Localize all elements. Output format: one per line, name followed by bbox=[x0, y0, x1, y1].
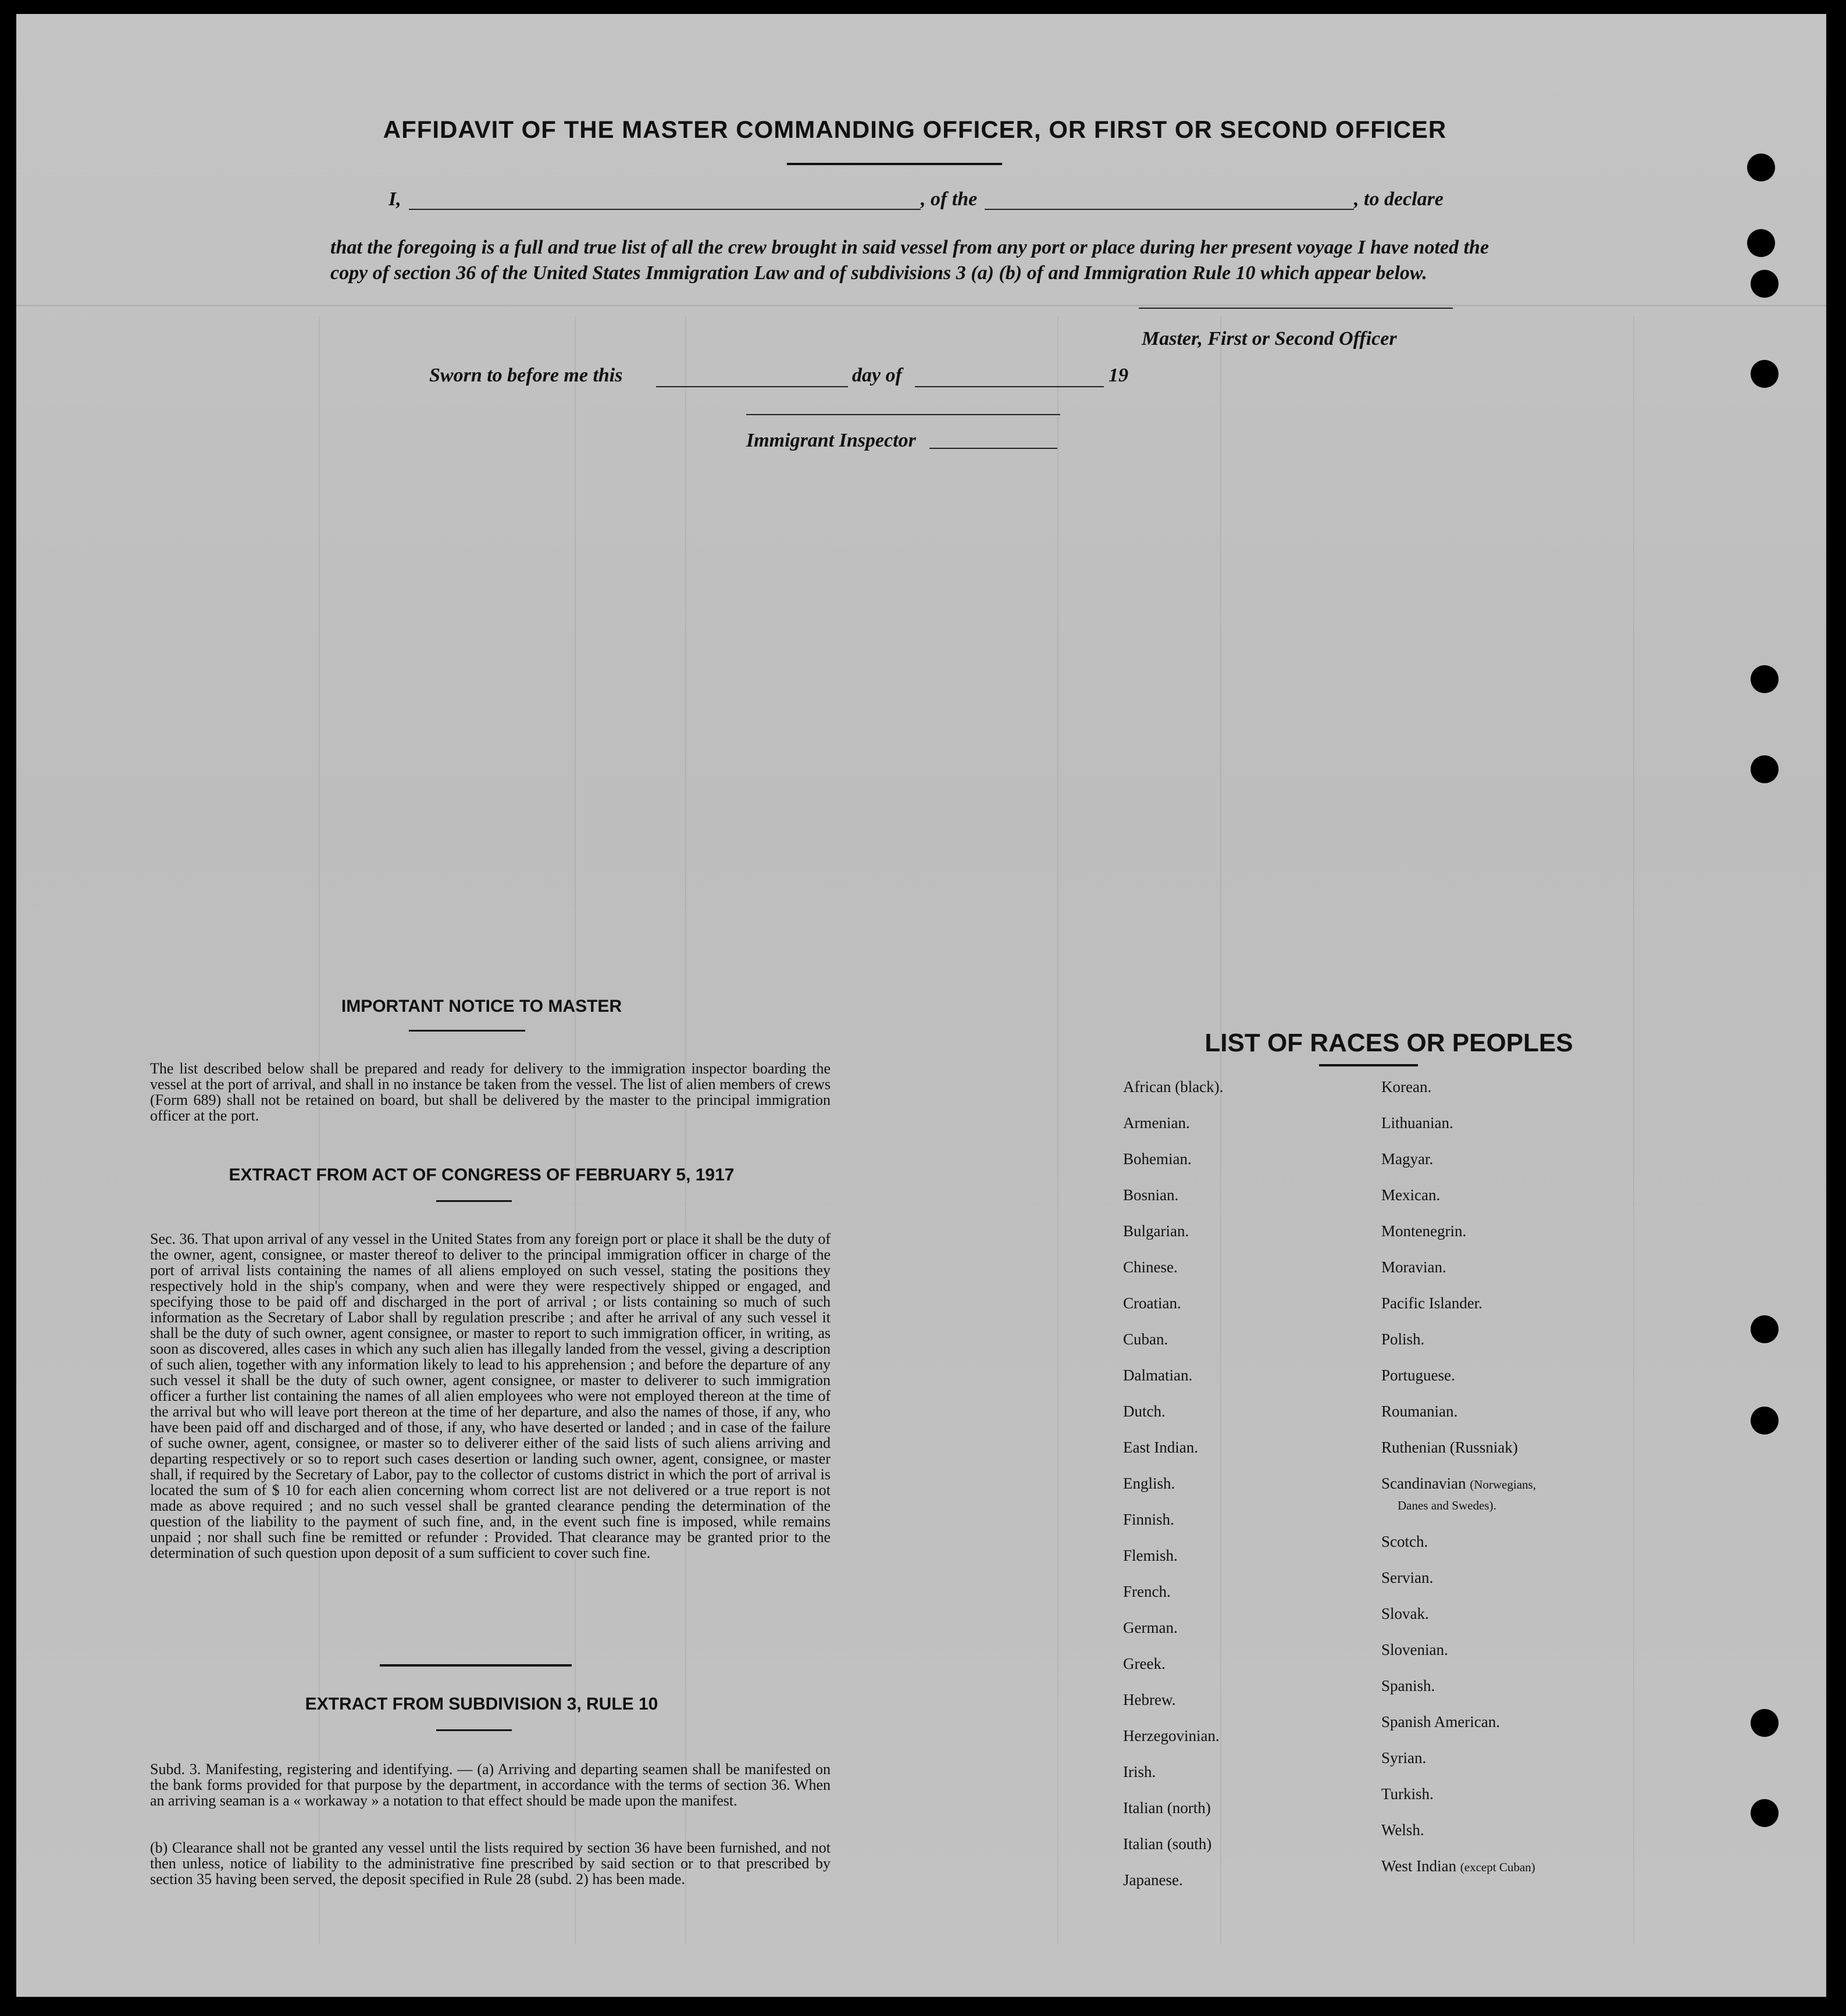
notice-text: The list described below shall be prepared and ready for delivery to the immigration inspector boarding the vessel at the port of arrival, and shall in no instance be taken from the vessel. The list of alien members of crews (Form 689) shall not be retained on board, but shall be delivered by the master to the principal immigration officer at the port. bbox=[150, 1060, 831, 1124]
binder-hole bbox=[1751, 360, 1779, 388]
race-item: Spanish American. bbox=[1381, 1713, 1500, 1730]
rule-underline bbox=[436, 1729, 512, 1731]
bleed-through-rule bbox=[16, 305, 1826, 306]
binder-hole bbox=[1751, 1315, 1779, 1343]
year-label: 19 bbox=[1109, 365, 1128, 386]
rule-text-a: Subd. 3. Manifesting, registering and identifying. — (a) Arriving and departing seamen shall be manifested on the bank forms provided for that purpose by the department, in accordance with the terms of section 36. When an arriving seaman is a « workaway » a notation to that effect should be made upon the manifest. bbox=[150, 1761, 831, 1809]
affidavit-i-label: I, bbox=[389, 188, 401, 210]
affidavit-body: that the foregoing is a full and true list of all the crew brought in said vessel from any port or place during her present voyage I have noted the copy of section 36 of the United States Immigration Law and of subdivisions 3 (a) (b) of and Immigration Rule 10 which appear below. bbox=[330, 237, 1489, 284]
affidavit-title: AFFIDAVIT OF THE MASTER COMMANDING OFFICER, OR FIRST OR SECOND OFFICER bbox=[383, 116, 1447, 143]
master-signature-line[interactable] bbox=[1139, 308, 1453, 309]
name-blank-line[interactable] bbox=[409, 209, 921, 210]
act-heading: EXTRACT FROM ACT OF CONGRESS OF FEBRUARY 5, 1917 bbox=[229, 1165, 735, 1184]
bleed-through-line bbox=[1057, 316, 1059, 1944]
race-item-west-indian bbox=[1381, 1857, 1535, 1875]
race-item: Polish. bbox=[1381, 1330, 1425, 1348]
race-item: Italian (north) bbox=[1123, 1799, 1211, 1817]
race-item: Cuban. bbox=[1123, 1330, 1168, 1348]
bleed-through-line bbox=[1633, 316, 1634, 1944]
rule-heading: EXTRACT FROM SUBDIVISION 3, RULE 10 bbox=[305, 1694, 658, 1714]
race-item: Chinese. bbox=[1123, 1258, 1178, 1276]
race-item: Croatian. bbox=[1123, 1294, 1181, 1312]
race-item: Hebrew. bbox=[1123, 1691, 1176, 1708]
race-item: Greek. bbox=[1123, 1655, 1166, 1672]
binder-hole bbox=[1751, 755, 1779, 783]
races-underline bbox=[1319, 1064, 1418, 1066]
race-item: Ruthenian (Russniak) bbox=[1381, 1439, 1518, 1456]
inspector-blank-line[interactable] bbox=[929, 448, 1057, 449]
race-note: Danes and Swedes). bbox=[1398, 1498, 1496, 1512]
act-text: Sec. 36. That upon arrival of any vessel in the United States from any foreign port or place it shall be the duty of the owner, agent, consignee, or master thereof to deliver to the principal immigration officer in charge of the port of arrival lists containing the names of all aliens employed on such vessel, stating the positions they respectively hold in the ship's company, when and were they were respectively shipped or engaged, and specifying those to be paid off and discharged in the port of arrival ; or lists containing so much of such information as the Secretary of Labor shall by regulation prescribe ; and after he arrival of any such vessel it shall be the duty of such owner, agent consignee, or master to report to such immigration officer, in writing, as soon as discovered, alles cases in which any such alien has illegally landed from the vessel, giving a description of such alien, together with any information likely to lead to his apprehension ; and before the departure of any such vessel it shall be the duty of such owner, agent consignee, or master to deliverer to such immigration officer a further list containing the names of all alien employees who were not employed thereon at the time of the arrival but who will leave port thereon at the time of her departure, and also the names of those, if any, who have been paid off and discharged and of those, if any, who have deserted or landed ; and in case of the failure of suche owner, agent, consignee, or master so to deliverer either of the said lists of such aliens arriving and departing respectively or so to report such cases desertion or landing such owner, agent, consignee, or master shall, if required by the Secretary of Labor, pay to the collector of customs district in which the port of arrival is located the sum of $ 10 for each alien concerning whom correct list are not delivered or a true report is not made as above required ; and no such vessel shall be granted clearance pending the determination of the question of the liability to the payment of such fine, and, in the event such fine is imposed, while remains unpaid ; nor shall such fine be remitted or refunder : Provided. That clearance may be granted prior to the determination of such question upon deposit of a sum sufficient to cover such fine. bbox=[150, 1230, 831, 1561]
race-item: Syrian. bbox=[1381, 1749, 1427, 1767]
of-the-label: , of the bbox=[921, 188, 978, 210]
race-item-label: West Indian bbox=[1381, 1857, 1457, 1875]
inspector-signature-line[interactable] bbox=[746, 414, 1060, 415]
race-item: Welsh. bbox=[1381, 1821, 1424, 1839]
race-item: Mexican. bbox=[1381, 1186, 1441, 1204]
binder-hole bbox=[1751, 270, 1779, 298]
race-item: German. bbox=[1123, 1619, 1178, 1636]
binder-hole bbox=[1751, 665, 1779, 693]
rule-text-b: (b) Clearance shall not be granted any vessel until the lists required by section 36 have been furnished, and not then unless, notice of liability to the administrative fine prescribed by said section or to that prescribed by section 35 having been served, the deposit specified in Rule 28 (subd. 2) has been made. bbox=[150, 1839, 831, 1887]
sworn-day-blank[interactable] bbox=[656, 386, 848, 387]
race-item-scandinavian bbox=[1381, 1475, 1536, 1493]
document-page bbox=[16, 14, 1826, 1997]
sworn-month-blank[interactable] bbox=[915, 386, 1104, 387]
act-end-rule bbox=[380, 1664, 572, 1667]
title-underline bbox=[787, 163, 1002, 165]
race-item: Bohemian. bbox=[1123, 1150, 1192, 1168]
binder-hole bbox=[1747, 154, 1775, 181]
race-item: Turkish. bbox=[1381, 1785, 1434, 1803]
race-note: (except Cuban) bbox=[1460, 1860, 1535, 1874]
race-item-label: Scandinavian bbox=[1381, 1475, 1466, 1492]
race-item: Magyar. bbox=[1381, 1150, 1434, 1168]
race-item: French. bbox=[1123, 1583, 1171, 1600]
bleed-through-line bbox=[1220, 316, 1221, 1944]
race-item: East Indian. bbox=[1123, 1439, 1198, 1456]
vessel-blank-line[interactable] bbox=[985, 209, 1354, 210]
race-item: Armenian. bbox=[1123, 1114, 1190, 1132]
race-item: Japanese. bbox=[1123, 1871, 1183, 1889]
race-item: Bulgarian. bbox=[1123, 1222, 1189, 1240]
inspector-label: Immigrant Inspector bbox=[746, 430, 916, 451]
race-item: Pacific Islander. bbox=[1381, 1294, 1482, 1312]
races-heading: LIST OF RACES OR PEOPLES bbox=[1204, 1029, 1573, 1057]
race-item: Spanish. bbox=[1381, 1677, 1435, 1694]
race-item: Roumanian. bbox=[1381, 1403, 1458, 1420]
race-item: Lithuanian. bbox=[1381, 1114, 1453, 1132]
act-underline bbox=[436, 1200, 512, 1202]
to-declare-label: , to declare bbox=[1354, 188, 1444, 210]
race-item: Portuguese. bbox=[1381, 1366, 1455, 1384]
race-item: English. bbox=[1123, 1475, 1175, 1492]
race-item: Flemish. bbox=[1123, 1547, 1178, 1564]
race-item: Italian (south) bbox=[1123, 1835, 1212, 1853]
race-item: Dutch. bbox=[1123, 1403, 1166, 1420]
binder-hole bbox=[1747, 229, 1775, 257]
master-label: Master, First or Second Officer bbox=[1142, 328, 1397, 349]
notice-underline bbox=[409, 1030, 525, 1032]
race-item-note-line bbox=[1398, 1496, 1496, 1514]
race-item: Montenegrin. bbox=[1381, 1222, 1467, 1240]
race-item: Bosnian. bbox=[1123, 1186, 1179, 1204]
race-item: Servian. bbox=[1381, 1569, 1434, 1586]
race-item: African (black). bbox=[1123, 1078, 1224, 1096]
binder-hole bbox=[1751, 1709, 1779, 1737]
race-item: Korean. bbox=[1381, 1078, 1432, 1096]
race-item: Slovenian. bbox=[1381, 1641, 1448, 1658]
race-item: Slovak. bbox=[1381, 1605, 1429, 1622]
race-item: Scotch. bbox=[1381, 1533, 1428, 1550]
race-note: (Norwegians, bbox=[1470, 1478, 1536, 1492]
binder-hole bbox=[1751, 1407, 1779, 1435]
race-item: Moravian. bbox=[1381, 1258, 1446, 1276]
race-item: Finnish. bbox=[1123, 1511, 1174, 1528]
race-item: Herzegovinian. bbox=[1123, 1727, 1220, 1744]
race-item: Irish. bbox=[1123, 1763, 1156, 1780]
binder-hole bbox=[1751, 1799, 1779, 1827]
notice-heading: IMPORTANT NOTICE TO MASTER bbox=[341, 997, 622, 1016]
sworn-label: Sworn to before me this bbox=[429, 365, 623, 386]
day-of-label: day of bbox=[852, 365, 902, 386]
race-item: Dalmatian. bbox=[1123, 1366, 1193, 1384]
